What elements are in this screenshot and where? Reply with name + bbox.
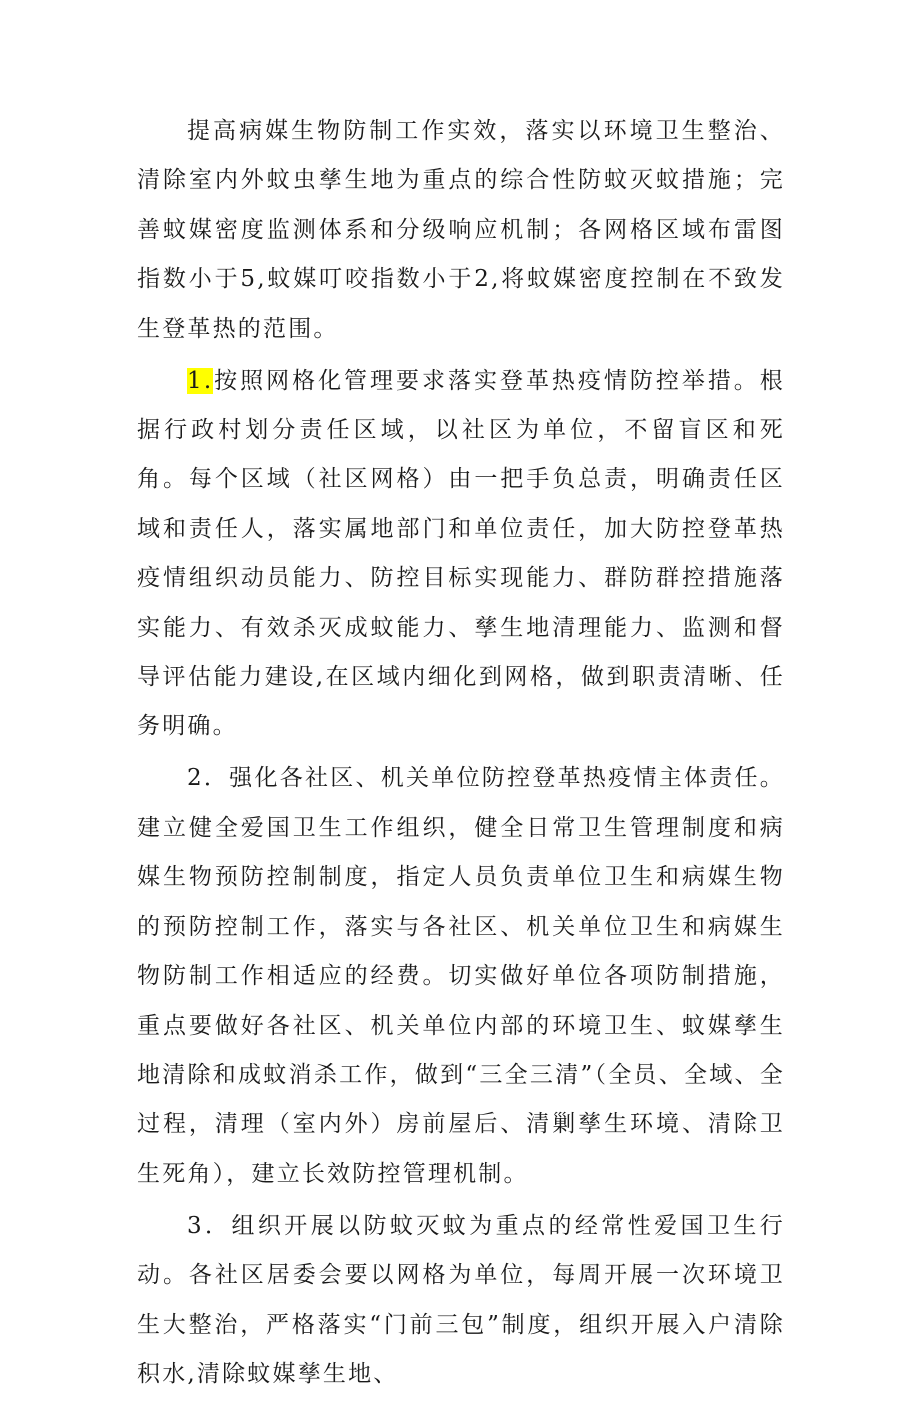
paragraph-item-1 <box>137 357 785 752</box>
paragraph-number: 3． <box>187 1212 232 1239</box>
paragraph-intro <box>137 107 785 354</box>
paragraph-text: 提高病媒生物防制工作实效，落实以环境卫生整治、清除室内外蚊虫孳生地为重点的综合性防蚊灭蚊措施；完善蚊媒密度监测体系和分级响应机制；各网格区域布雷图指数小于5,蚊媒叮咬指数小于2,将蚊媒密度控制在不致发生登革热的范围。 <box>137 118 785 342</box>
paragraph-text: 按照网格化管理要求落实登革热疫情防控举措。根据行政村划分责任区域，以社区为单位，不留盲区和死角。每个区域（社区网格）由一把手负总责，明确责任区域和责任人，落实属地部门和单位责任，加大防控登革热疫情组织动员能力、防控目标实现能力、群防群控措施落实能力、有效杀灭成蚊能力、孳生地清理能力、监测和督导评估能力建设,在区域内细化到网格，做到职责清晰、任务明确。 <box>137 367 785 740</box>
paragraph-text: 组织开展以防蚊灭蚊为重点的经常性爱国卫生行动。各社区居委会要以网格为单位，每周开展一次环境卫生大整治，严格落实“门前三包”制度，组织开展入户清除积水,清除蚊媒孳生地、 <box>137 1212 785 1387</box>
document-body <box>137 107 785 1402</box>
paragraph-item-2 <box>137 754 785 1199</box>
paragraph-text: 强化各社区、机关单位防控登革热疫情主体责任。建立健全爱国卫生工作组织，健全日常卫生管理制度和病媒生物预防控制制度，指定人员负责单位卫生和病媒生物的预防控制工作，落实与各社区、机关单位卫生和病媒生物防制工作相适应的经费。切实做好单位各项防制措施，重点要做好各社区、机关单位内部的环境卫生、蚊媒孳生地清除和成蚊消杀工作，做到“三全三清”（全员、全域、全过程，清理（室内外）房前屋后、清剿孳生环境、清除卫生死角），建立长效防控管理机制。 <box>137 765 785 1187</box>
paragraph-number: 2． <box>187 765 230 792</box>
paragraph-number: 1. <box>187 367 214 394</box>
